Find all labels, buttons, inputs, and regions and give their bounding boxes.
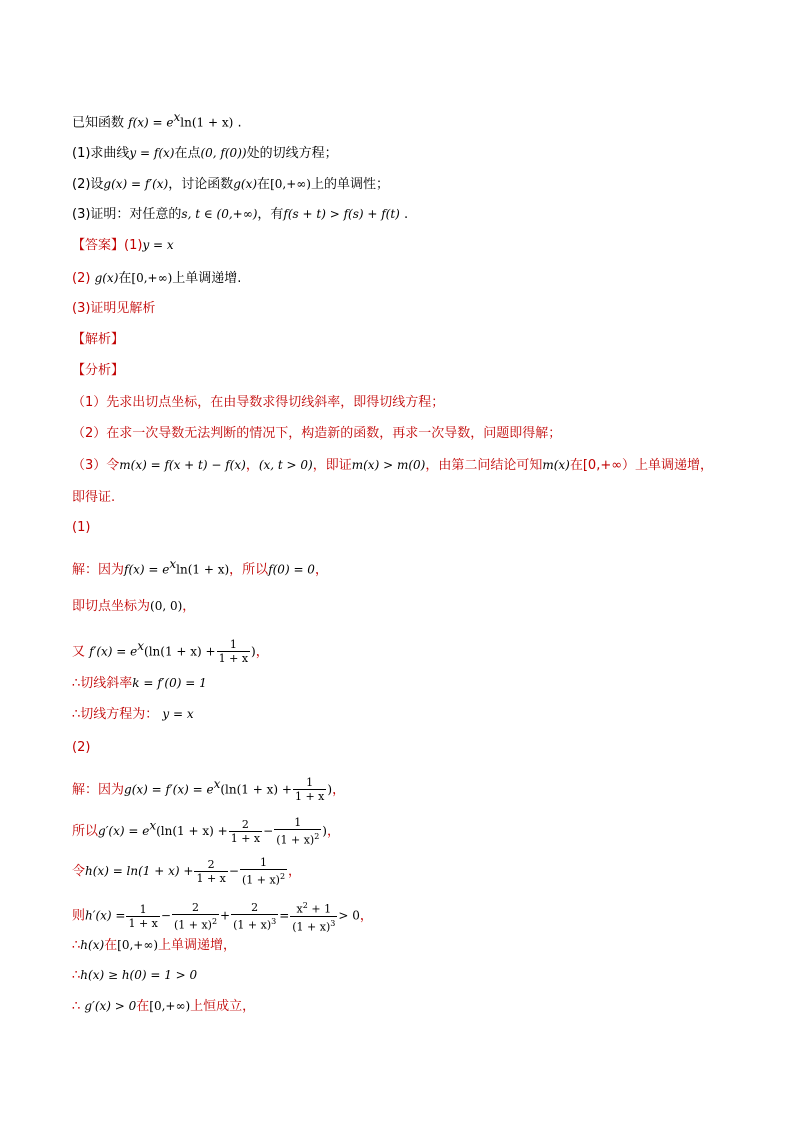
answer-2: (2) g(x)在[0,+∞)上单调递增. xyxy=(72,271,242,286)
answer-3: (3)证明见解析 xyxy=(72,301,156,316)
fenxi-heading: 【分析】 xyxy=(72,363,125,378)
part2-line7: ∴ g′(x) > 0在[0,+∞)上恒成立， xyxy=(72,999,256,1014)
fraction: $\frac{x^2 + 1}{(1 + x)^3}$ xyxy=(292,901,336,934)
question-1: (1)求曲线y = f(x)在点(0, f(0))处的切线方程； xyxy=(72,146,338,161)
fraction: $\frac{1}{1 + x}$ xyxy=(128,902,158,930)
question-2: (2)设g(x) = f′(x)，讨论函数g(x)在[0,+∞)上的单调性； xyxy=(72,177,389,192)
fraction: $\frac{2}{1 + x}$ xyxy=(230,817,261,845)
part1-line5: ∴切线方程为： y = x xyxy=(72,707,194,722)
fraction: $\frac{2}{(1 + x)^2}$ xyxy=(173,900,218,932)
jiexi-heading: 【解析】 xyxy=(72,332,125,347)
analysis-p3: （3）令m(x) = f(x + t) − f(x)，(x, t > 0)，即证m(x) > m(0)，由第二问结论可知m(x)在[0,+∞）上单调递增， xyxy=(72,458,714,473)
analysis-p2: （2）在求一次导数无法判断的情况下，构造新的函数，再求一次导数，问题即得解； xyxy=(72,426,562,441)
analysis-p3-end: 即得证. xyxy=(72,490,116,505)
part2-line2: 所以$g'(x) = e^x(\ln(1 + x)$ + $\frac{2}{1 + x}$ − $\frac{1}{(1 + x)^2}$ )， xyxy=(72,816,340,847)
part2-line4: 则h′(x) = $\frac{1}{1 + x}$ − $\frac{2}{(1 + x)^2}$ + $\frac{2}{(1 + x)^3}$ = $\frac{x^2 + 1}{(1 + x)^3}$ > 0， xyxy=(72,900,373,934)
part2-line3: 令h(x) = ln(1 + x) + $\frac{2}{1 + x}$ − $\frac{1}{(1 + x)^2}$ ， xyxy=(72,856,302,887)
fraction: $\frac{1}{(1 + x)^2}$ xyxy=(276,816,320,847)
part1-line4: ∴切线斜率k = f′(0) = 1 xyxy=(72,676,207,691)
fraction: $\frac{2}{1 + x}$ xyxy=(196,857,226,885)
part1-line2: 即切点坐标为(0, 0)， xyxy=(72,599,196,614)
question-3: (3)证明：对任意的s, t ∈ (0,+∞)，有f(s + t) > f(s) + f(t) . xyxy=(72,207,409,222)
problem-intro: 已知函数 $f(x) = e^x\ln(1 + x)$ . xyxy=(72,110,242,131)
answer-1: 【答案】(1)y = x xyxy=(72,238,174,253)
part1-label: (1) xyxy=(72,520,91,535)
analysis-p1: （1）先求出切点坐标，在由导数求得切线斜率，即得切线方程； xyxy=(72,395,445,410)
part2-label: (2) xyxy=(72,740,91,755)
part1-line3: 又 $f'(x) = e^x(\ln(1 + x)$ + $\frac{1}{1 + x}$ )， xyxy=(72,638,269,666)
part2-line6: ∴h(x) ≥ h(0) = 1 > 0 xyxy=(72,968,198,983)
part1-line1: 解：因为$f(x) = e^x\ln(1 + x)$，所以f(0) = 0， xyxy=(72,557,328,578)
part2-line1: 解：因为$g(x) = f'(x) = e^x(\ln(1 + x)$ + $\frac{1}{1 + x}$ )， xyxy=(72,776,346,804)
fraction: $\frac{1}{(1 + x)^2}$ xyxy=(241,856,286,887)
fraction: $\frac{1}{1 + x}$ xyxy=(218,638,249,666)
fraction: $\frac{2}{(1 + x)^3}$ xyxy=(233,900,277,932)
answer-label: 【答案】 xyxy=(72,238,125,253)
part2-line5: ∴h(x)在[0,+∞)上单调递增， xyxy=(72,938,237,953)
fraction: $\frac{1}{1 + x}$ xyxy=(294,776,325,804)
